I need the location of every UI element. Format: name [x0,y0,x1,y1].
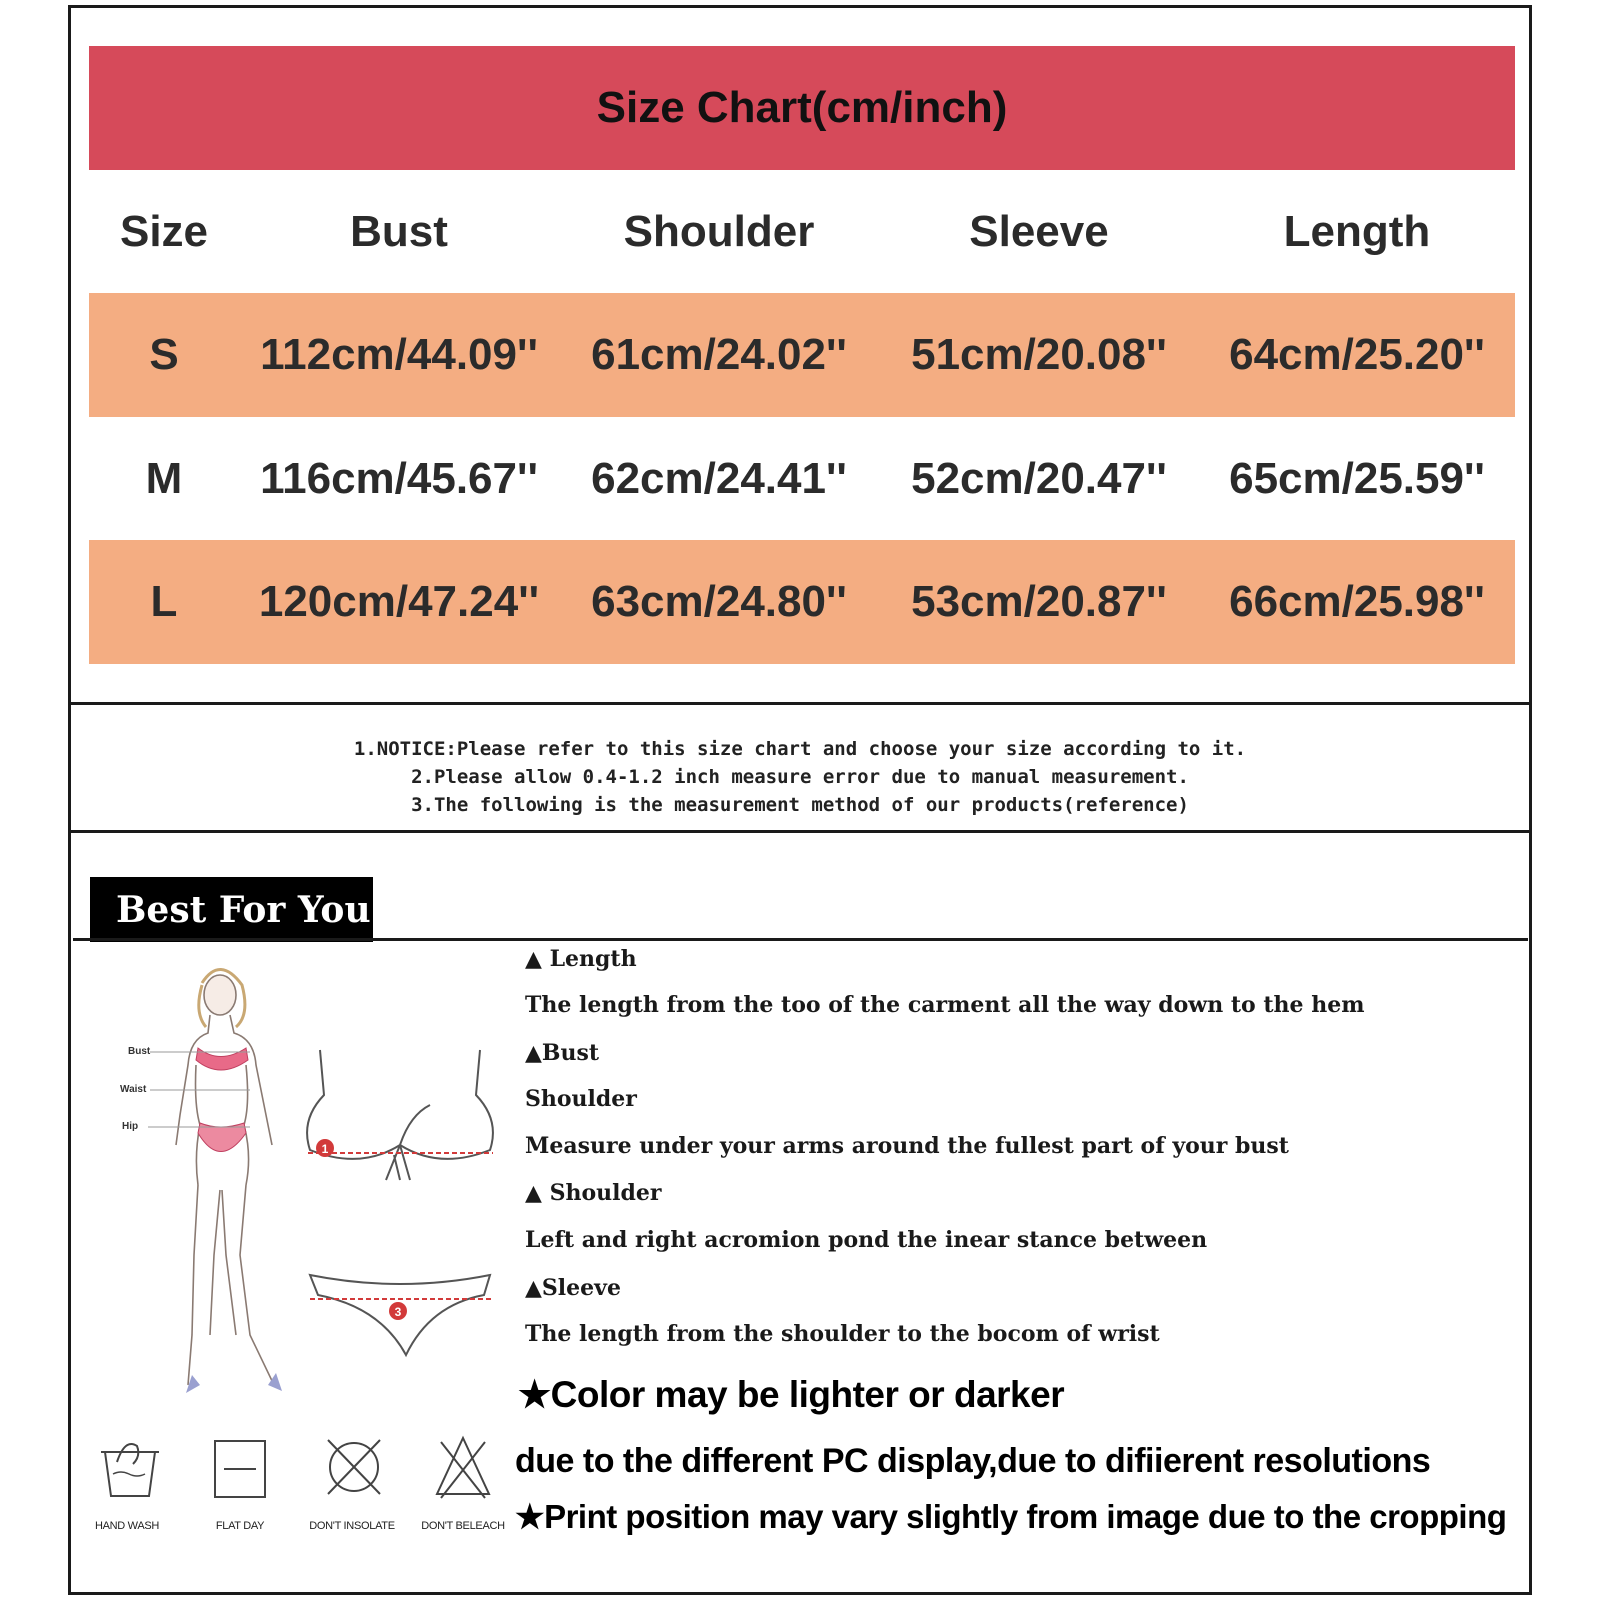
marker-1-label: 1 [321,1142,329,1156]
flat-dry-icon [212,1438,268,1500]
sleeve-heading: ▲Sleeve [525,1275,621,1301]
notice-block [71,735,1529,819]
color-disclaimer: ★Color may be lighter or darker [518,1374,1065,1415]
sleeve-cell: 51cm/20.08'' [911,330,1167,379]
bust-description: Measure under your arms around the fullest part of your bust [525,1133,1289,1159]
shoulder-label: Shoulder [525,1086,637,1112]
measurement-figure [110,955,510,1425]
bust-cell: 112cm/44.09'' [260,330,538,379]
size-chart-title: Size Chart(cm/inch) [596,83,1008,132]
notice-line-3: 3.The following is the measurement method of our products(reference) [411,794,1189,816]
size-cell: L [150,577,178,626]
shoulder-cell: 61cm/24.02'' [591,330,847,379]
length-cell: 65cm/25.59'' [1229,454,1485,503]
no-bleach-label: DON'T BELEACH [421,1520,505,1532]
best-for-you-badge [90,877,373,942]
header-length: Length [1283,207,1431,256]
hand-wash-icon [95,1432,165,1504]
length-heading: ▲ Length [525,946,637,972]
hip-label: Hip [122,1121,139,1132]
notice-line-2: 2.Please allow 0.4-1.2 inch measure error due to manual measurement. [411,766,1189,788]
shoulder-cell: 62cm/24.41'' [591,454,847,503]
size-cell: S [149,330,179,379]
header-shoulder: Shoulder [623,207,815,256]
length-cell: 66cm/25.98'' [1229,577,1485,626]
display-disclaimer: due to the different PC display,due to difiierent resolutions [515,1442,1431,1480]
divider-bottom [68,830,1532,833]
shoulder-heading: ▲ Shoulder [525,1180,662,1206]
shoulder-cell: 63cm/24.80'' [591,577,847,626]
bikini-top-diagram [307,1050,493,1180]
bust-cell: 116cm/45.67'' [260,454,538,503]
bust-label: Bust [128,1046,151,1057]
no-sun-label: DON'T INSOLATE [309,1520,395,1532]
no-sun-icon [322,1434,386,1500]
length-cell: 64cm/25.20'' [1229,330,1485,379]
hand-wash-label: HAND WASH [94,1520,160,1532]
waist-label: Waist [120,1084,147,1095]
print-disclaimer: ★Print position may vary slightly from image due to the cropping [515,1498,1507,1535]
header-sleeve: Sleeve [969,207,1109,256]
notice-line-1: 1.NOTICE:Please refer to this size chart and choose your size according to it. [353,738,1247,760]
table-header-row [89,170,1515,294]
length-description: The length from the too of the carment all the way down to the hem [525,992,1365,1018]
marker-3-label: 3 [394,1305,402,1319]
header-bust: Bust [350,207,448,256]
table-row [89,417,1515,541]
divider-top [68,702,1532,705]
table-row [89,540,1515,664]
sleeve-cell: 52cm/20.47'' [911,454,1167,503]
no-bleach-icon [433,1432,493,1502]
bikini-top-shape [196,1048,248,1070]
woman-figure-icon [176,969,274,1385]
best-for-you-title: Best For You [116,888,371,931]
table-row [89,293,1515,417]
flat-dry-label: FLAT DAY [215,1520,265,1532]
bust-heading: ▲Bust [525,1040,600,1066]
section-rule [73,938,1528,941]
header-size: Size [119,207,209,256]
shoulder-description: Left and right acromion pond the inear stance between [525,1227,1208,1253]
sleeve-cell: 53cm/20.87'' [911,577,1167,626]
size-cell: M [145,454,183,503]
size-chart-title-bar [89,46,1515,170]
sleeve-description: The length from the shoulder to the bocom of wrist [525,1321,1160,1347]
bust-cell: 120cm/47.24'' [258,577,540,626]
